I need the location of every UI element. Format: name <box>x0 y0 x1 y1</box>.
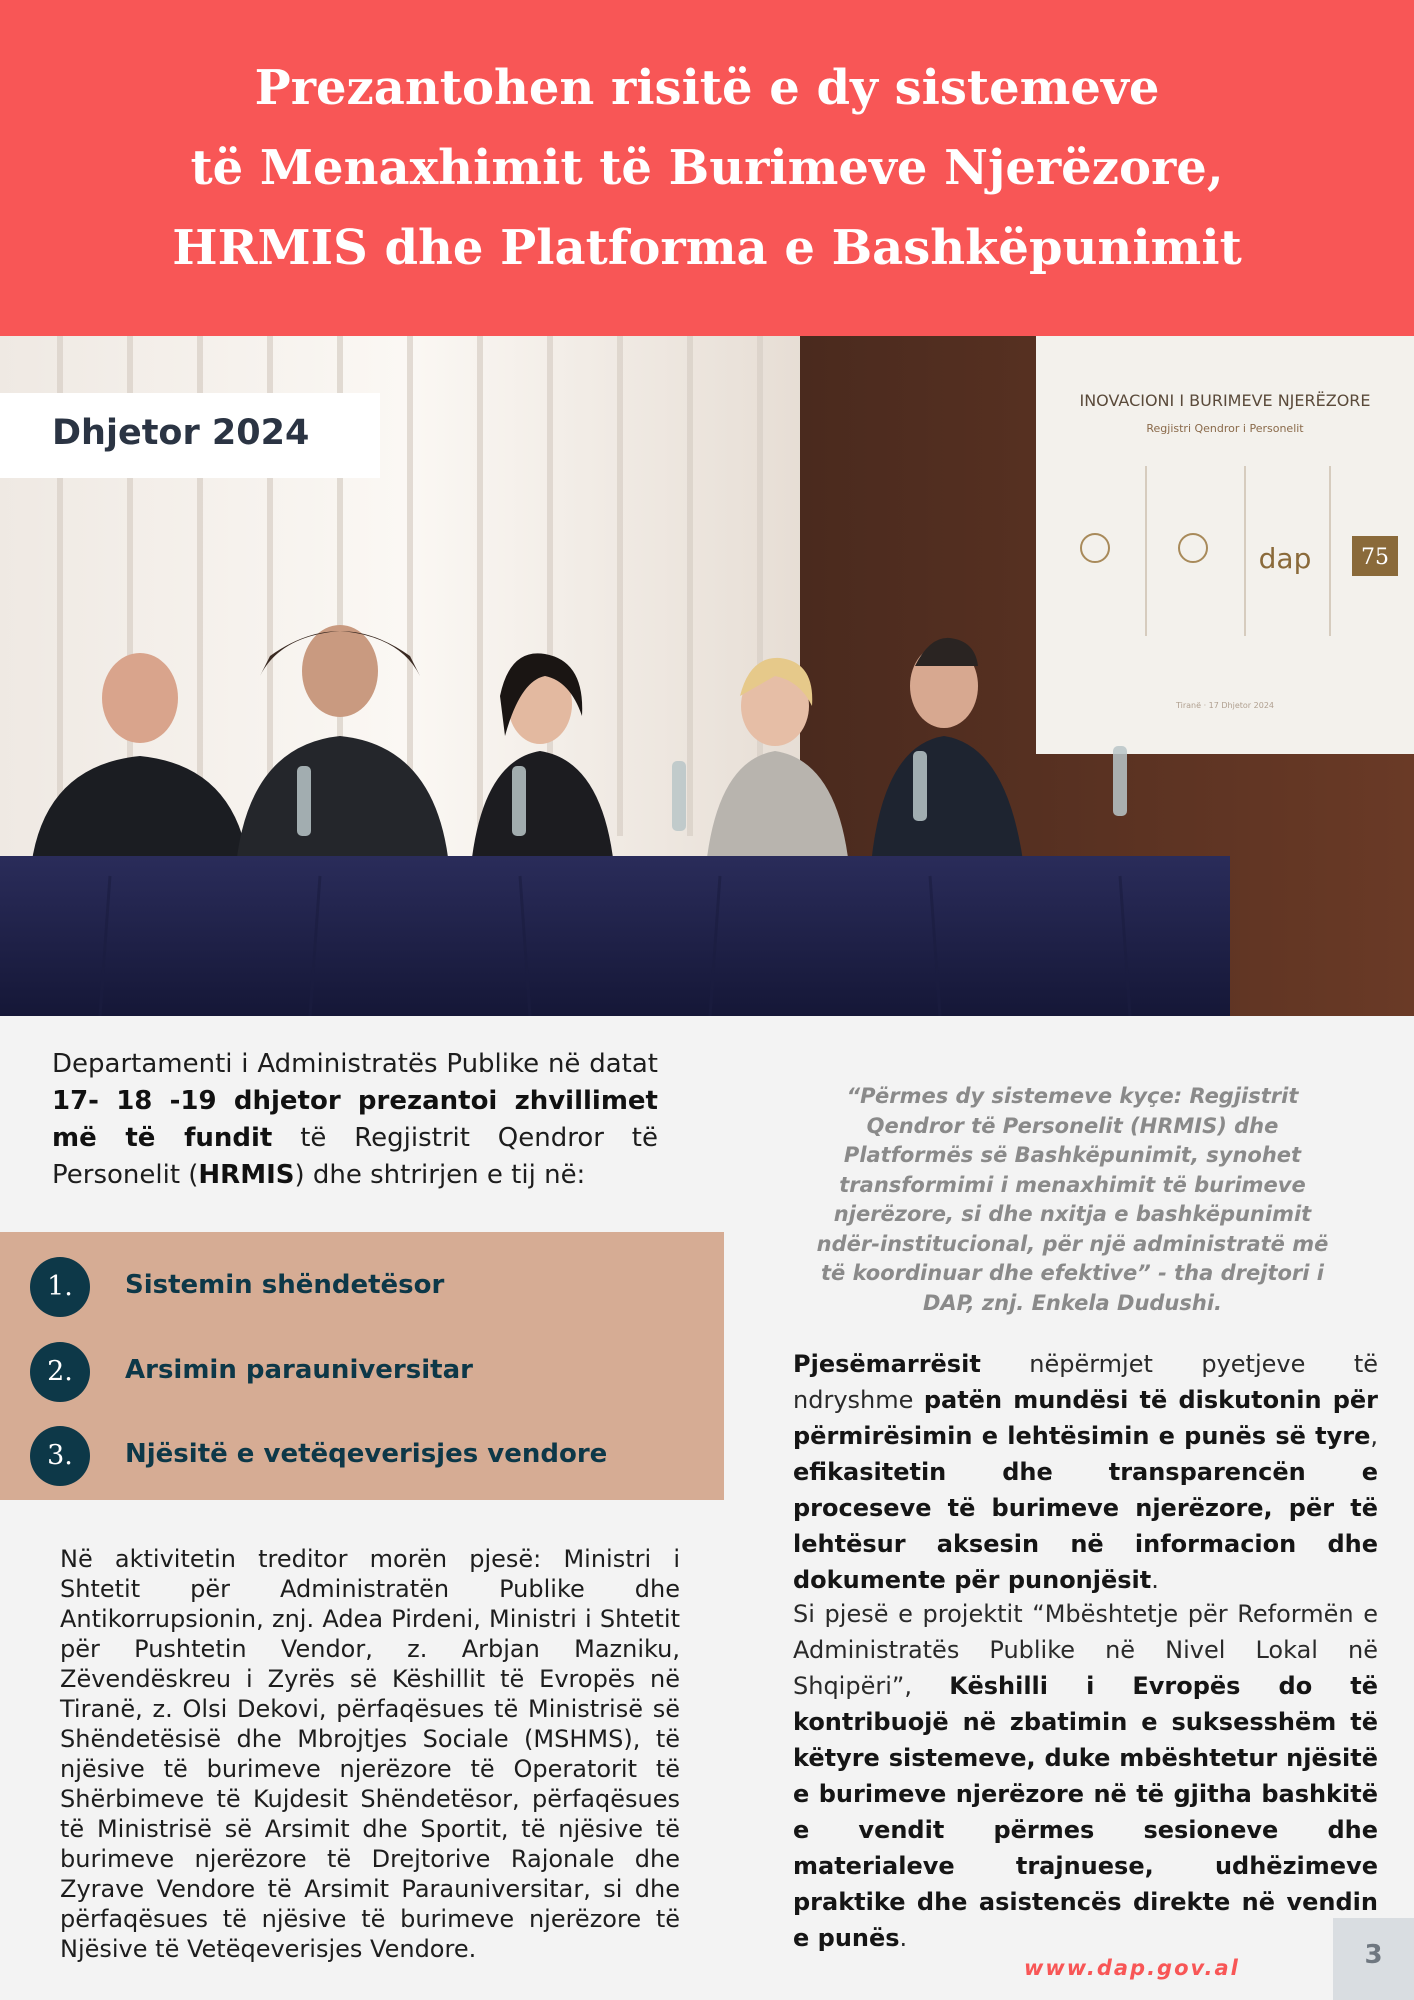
page-title <box>0 48 1414 288</box>
participants-paragraph: Në aktivitetin treditor morën pjesë: Ministri i Shtetit për Administratën Publike dhe Antikorrupsionin, znj. Adea Pirdeni, Ministri i Shtetit për Pushtetin Vendor, z. Arbjan Mazniku, Zëvendëskreu i Zyrës së Këshillit të Evropës në Tiranë, z. Olsi Dekovi, përfaqësues të Ministrisë së Shëndetësisë dhe Mbrojtjes Sociale (MSHMS), të njësive të burimeve njerëzore të Operatorit të Shërbimeve të Kujdesit Shëndetësor, përfaqësues të Ministrisë së Arsimit dhe Sportit, të njësive të burimeve njerëzore të Drejtorive Rajonale dhe Zyrave Vendore të Arsimit Parauniversitar, si dhe përfaqësues të njësive të burimeve njerëzore të Njësive të Vetëqeverisjes Vendore. <box>60 1545 680 1963</box>
list-item-label: Arsimin parauniversitar <box>125 1355 473 1385</box>
list-item <box>30 1342 710 1402</box>
svg-text:75: 75 <box>1361 545 1389 570</box>
council-of-europe-paragraph: Si pjesë e projektit “Mbështetje për Reformën e Administratës Publike në Nivel Lokal në Shqipëri”, Këshilli i Evropës do të kontribuojë në zbatimin e suksesshëm të këtyre sistemeve, duke mbështetur njësitë e burimeve njerëzore në të gjitha bashkitë e vendit përmes sesioneve dhe materialeve trajnuese, udhëzimeve praktike dhe asistencës direkte në vendin e punës. <box>793 1600 1378 1952</box>
intro-paragraph: Departamenti i Administratës Publike në datat 17- 18 -19 dhjetor prezantoi zhvillimet më të fundit të Regjistrit Qendror të Personelit (HRMIS) dhe shtrirjen e tij në: <box>52 1049 658 1190</box>
date-badge <box>0 393 380 478</box>
screen-subtitle: Regjistri Qendror i Personelit <box>1146 422 1304 435</box>
dap-logo: dap <box>1258 542 1312 575</box>
screen-footer: Tiranë · 17 Dhjetor 2024 <box>1176 701 1274 710</box>
page-number-box <box>1333 1918 1414 2000</box>
director-quote: “Përmes dy sistemeve kyçe: Regjistrit Qendror të Personelit (HRMIS) dhe Platformës së Bashkëpunimit, synohet transformimi i menaxhimit të burimeve njerëzore, si dhe nxitja e bashkëpunimit ndër-institucional, për një administratë më të koordinuar dhe efektive” - tha drejtori i DAP, znj. Enkela Dudushi. <box>816 1084 1329 1315</box>
number-badge: 2. <box>30 1342 90 1402</box>
title-line-1: Prezantohen risitë e dy sistemeve <box>254 60 1160 116</box>
title-line-2: të Menaxhimit të Burimeve Njerëzore, <box>190 140 1224 196</box>
screen-title: INOVACIONI I BURIMEVE NJERËZORE <box>1079 391 1371 410</box>
website-link[interactable]: www.dap.gov.al <box>1024 1956 1240 1980</box>
page-number: 3 <box>1364 1940 1383 1970</box>
list-item-label: Sistemin shëndetësor <box>125 1270 445 1300</box>
list-item <box>30 1257 710 1317</box>
participants-discussion-paragraph: Pjesëmarrësit nëpërmjet pyetjeve të ndryshme patën mundësi të diskutonin për përmirësimin e lehtësimin e punës së tyre, efikasitetin dhe transparencën e proceseve të burimeve njerëzore, për të lehtësur aksesin në informacion dhe dokumente për punonjësit. <box>793 1350 1378 1594</box>
list-item <box>30 1426 710 1486</box>
conference-table <box>0 856 1230 1016</box>
extension-list <box>0 1232 724 1500</box>
title-line-3: HRMIS dhe Platforma e Bashkëpunimit <box>172 220 1242 276</box>
date-label: Dhjetor 2024 <box>52 413 310 453</box>
number-badge: 3. <box>30 1426 90 1486</box>
title-banner <box>0 0 1414 336</box>
number-badge: 1. <box>30 1257 90 1317</box>
list-item-label: Njësitë e vetëqeverisjes vendore <box>125 1439 608 1469</box>
